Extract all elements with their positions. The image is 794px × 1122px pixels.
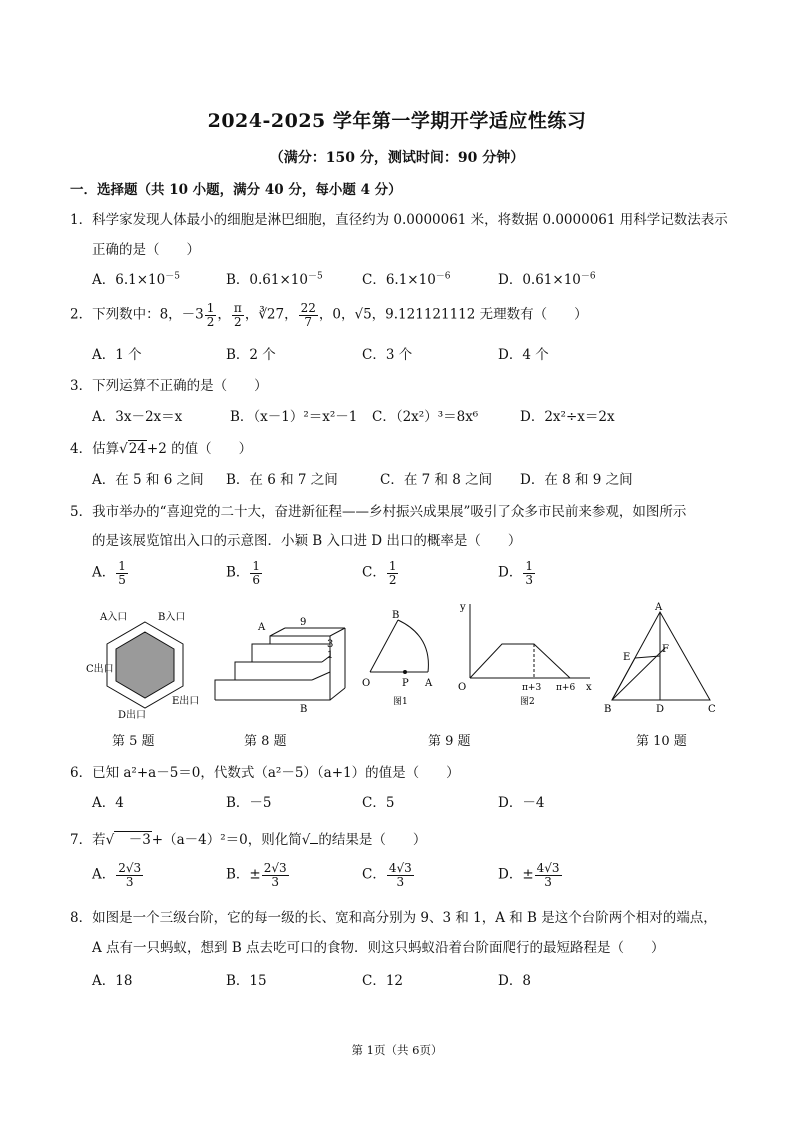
- fig9-label-o: O: [362, 678, 371, 689]
- q8-option-d: D．8: [498, 973, 531, 989]
- q6-option-b: B．－5: [226, 795, 272, 811]
- fig5-hexagon-diagram: [86, 610, 199, 721]
- q2-option-a: A．1 个: [92, 347, 142, 363]
- q2-option-c: C．3 个: [362, 347, 413, 363]
- fig9-graph-y: y: [460, 602, 466, 613]
- fig9-label-p: P: [402, 678, 409, 689]
- q2-frac-pi: $\frac{\pi}{2}$: [233, 301, 242, 329]
- fig9-sector-diagram: [370, 620, 428, 674]
- page-subtitle: （满分：150 分，测试时间：90 分钟）: [269, 150, 525, 166]
- q3-stem: 3．下列运算不正确的是（ ）: [70, 378, 268, 394]
- page-title: 2024-2025 学年第一学期开学适应性练习: [207, 110, 587, 132]
- q6-stem: 6．已知 a²+a－5＝0，代数式（a²－5）（a+1）的值是（ ）: [70, 765, 460, 781]
- q1-option-a: A．$6.1\times 10^{-5}$: [92, 271, 180, 288]
- fig9-graph-t1: π+3: [522, 683, 542, 693]
- fig9-graph-t2: π+6: [556, 683, 576, 693]
- fig5-label-a: A入口: [100, 612, 128, 623]
- q1-stem-line2: 正确的是（ ）: [92, 242, 200, 258]
- caption-fig9: 第 9 题: [428, 734, 471, 749]
- q7-stem: 7．若√ －3+（a－4）²＝0，则化简√ 的结果是（ ）: [70, 832, 427, 848]
- fig10-label-c: C: [708, 704, 716, 715]
- fig5-label-c: C出口: [86, 664, 114, 675]
- q2-frac-22-7: $\frac{22}{7}$: [300, 301, 316, 329]
- q2-stem: 2．下列数中：8，－3 $\frac{1}{2}$ ， $\frac{\pi}{2}$ ，∛27， $\frac{22}{7}$ ，0，√5，9.121121112 无理数有（ ）: [70, 301, 588, 329]
- q1-option-d: D．$0.61\times 10^{-6}$: [498, 271, 596, 288]
- q4-option-c: C．在 7 和 8 之间: [380, 472, 493, 488]
- fig8-label-height: 1: [327, 650, 334, 661]
- q8-stem-line2: A 点有一只蚂蚁，想到 B 点去吃可口的食物．则这只蚂蚁沿着台阶面爬行的最短路程是（ ）: [92, 940, 665, 956]
- fig9-caption-1: 图1: [393, 697, 408, 707]
- fig8-label-b: B: [300, 704, 308, 715]
- q6-option-a: A．4: [92, 795, 124, 811]
- q5-option-d: D． $\frac{1}{3}$: [498, 559, 533, 587]
- fig8-stairs-diagram: [215, 628, 345, 700]
- q3-option-b: B．（x－1）²＝x²－1: [230, 409, 358, 425]
- fig5-label-e: E出口: [172, 696, 200, 707]
- fig9-graph-o: O: [458, 682, 467, 693]
- q5-option-b: B． $\frac{1}{6}$: [226, 559, 261, 587]
- q4-stem: 4．估算√24+2 的值（ ）: [70, 441, 253, 457]
- caption-fig5: 第 5 题: [112, 734, 155, 749]
- q8-option-a: A．18: [92, 973, 133, 989]
- q7-option-c: C． $\frac{4√3}{3}$: [362, 861, 412, 889]
- q3-option-a: A．3x－2x＝x: [92, 409, 183, 425]
- fig9-label-b: B: [392, 610, 400, 621]
- q3-option-c: C．（2x²）³＝8x⁶: [372, 409, 479, 425]
- q7-option-b: B．± $\frac{2√3}{3}$: [226, 861, 287, 889]
- q8-option-b: B．15: [226, 973, 267, 989]
- fig9-caption-2: 图2: [520, 697, 535, 707]
- fig10-label-e: E: [623, 652, 631, 663]
- fig5-label-d: D出口: [118, 710, 147, 721]
- fig8-label-len: 9: [300, 617, 307, 628]
- fig10-label-a: A: [655, 602, 663, 613]
- q8-option-c: C．12: [362, 973, 404, 989]
- fig9-graph-x: x: [586, 682, 592, 693]
- q4-option-a: A．在 5 和 6 之间: [92, 472, 204, 488]
- q4-option-d: D．在 8 和 9 之间: [520, 472, 633, 488]
- q5-stem-line2: 的是该展览馆出入口的示意图．小颖 B 入口进 D 出口的概率是（ ）: [92, 533, 522, 549]
- q4-option-b: B．在 6 和 7 之间: [226, 472, 338, 488]
- page-footer: 第 1页（共 6页）: [351, 1043, 443, 1057]
- caption-fig10: 第 10 题: [636, 734, 687, 749]
- fig10-label-f: F: [662, 644, 669, 655]
- q5-option-a: A． $\frac{1}{5}$: [92, 559, 126, 587]
- q8-stem-line1: 8．如图是一个三级台阶，它的每一级的长、宽和高分别为 9、3 和 1，A 和 B 是这个台阶两个相对的端点，: [70, 910, 717, 926]
- q2-option-b: B．2 个: [226, 347, 276, 363]
- fig9-graph-diagram: [470, 604, 590, 678]
- figures-row: [0, 600, 794, 725]
- caption-fig8: 第 8 题: [244, 734, 287, 749]
- q1-option-c: C．$6.1\times 10^{-6}$: [362, 271, 451, 288]
- q5-stem-line1: 5．我市举办的“喜迎党的二十大，奋进新征程——乡村振兴成果展”吸引了众多市民前来参观，如图所示: [70, 504, 687, 520]
- fig10-label-b: B: [604, 704, 612, 715]
- q3-option-d: D．2x²÷x＝2x: [520, 409, 615, 425]
- fig9-label-a: A: [425, 678, 433, 689]
- q7-option-a: A． $\frac{2√3}{3}$: [92, 861, 142, 889]
- q7-option-d: D．± $\frac{4√3}{3}$: [498, 861, 560, 889]
- q1-option-b: B．$0.61\times 10^{-5}$: [226, 271, 323, 288]
- q6-option-d: D．－4: [498, 795, 545, 811]
- q6-option-c: C．5: [362, 795, 395, 811]
- q2-option-d: D．4 个: [498, 347, 549, 363]
- q2-frac-half: $\frac{1}{2}$: [206, 301, 215, 329]
- q5-option-c: C． $\frac{1}{2}$: [362, 559, 397, 587]
- fig8-label-width: 3: [327, 639, 334, 650]
- fig10-label-d: D: [656, 704, 665, 715]
- fig8-label-a: A: [258, 622, 266, 633]
- q1-stem-line1: 1．科学家发现人体最小的细胞是淋巴细胞，直径约为 0.0000061 米，将数据 0.0000061 用科学记数法表示: [70, 212, 728, 228]
- fig5-label-b: B入口: [158, 612, 186, 623]
- section-heading: 一．选择题（共 10 小题，满分 40 分，每小题 4 分）: [70, 182, 402, 198]
